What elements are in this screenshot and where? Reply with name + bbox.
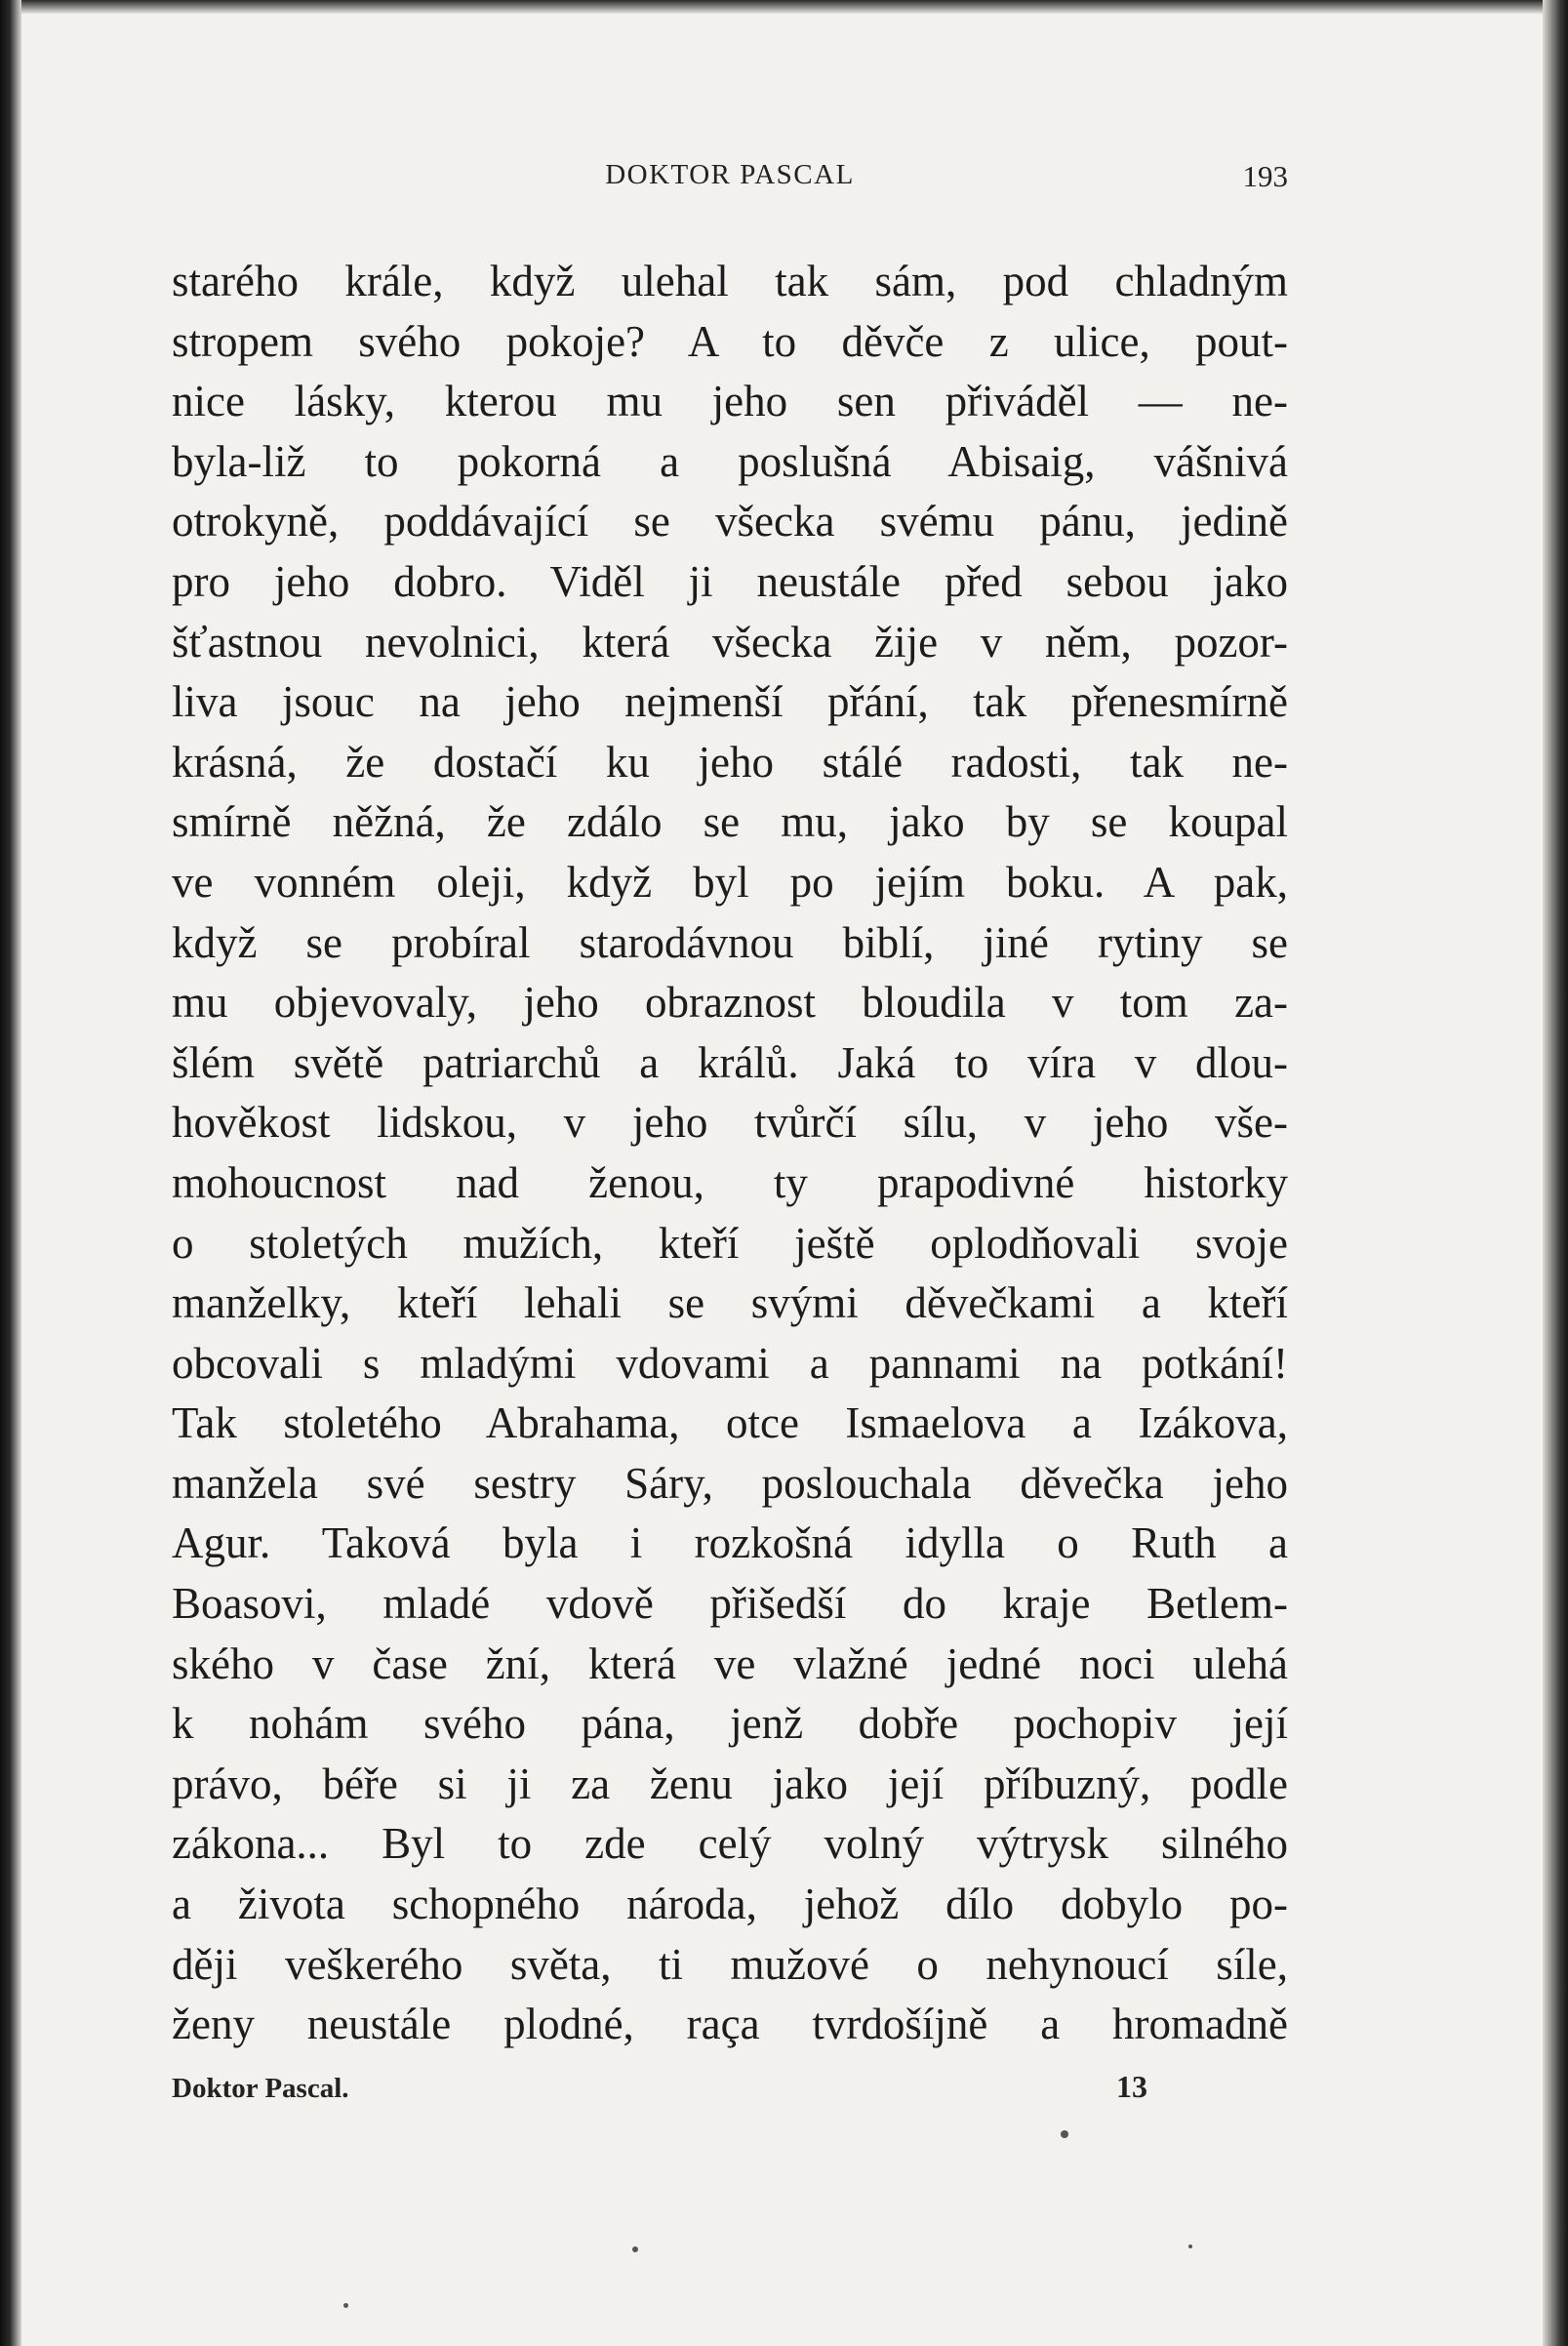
text-line: Boasovi, mladé vdově přišedší do kraje Betlem-: [172, 1579, 1288, 1629]
text-line: o stoletých mužích, kteří ještě oplodňovali svoje: [172, 1218, 1288, 1268]
print-speck: [1188, 2245, 1192, 2248]
text-line: ženy neustále plodné, raça tvrdošíjně a hromadně: [172, 2000, 1288, 2049]
text-line: mohoucnost nad ženou, ty prapodivné historky: [172, 1157, 1288, 1207]
text-line: k nohám svého pána, jenž dobře pochopiv její: [172, 1699, 1288, 1749]
page-right-edge-shadow: [1543, 0, 1568, 2346]
text-line: byla-liž to pokorná a poslušná Abisaig, vášnivá: [172, 436, 1288, 486]
text-line: Tak stoletého Abrahama, otce Ismaelova a Izákova,: [172, 1398, 1288, 1448]
text-line: otrokyně, poddávající se všecka svému pánu, jedině: [172, 497, 1288, 546]
print-speck: [343, 2303, 348, 2308]
page-header: [172, 159, 1288, 198]
signature-mark: 13: [1116, 2069, 1147, 2104]
text-line: nice lásky, kterou mu jeho sen přiváděl — ne-: [172, 377, 1288, 426]
text-line: ději veškerého světa, ti mužové o nehynoucí síle,: [172, 1939, 1288, 1989]
running-title: DOKTOR PASCAL: [605, 159, 855, 190]
page-footer: [172, 2069, 1288, 2108]
text-line: šlém světě patriarchů a králů. Jaká to víra v dlou-: [172, 1037, 1288, 1087]
print-speck: [1061, 2130, 1068, 2138]
text-line: krásná, že dostačí ku jeho stálé radosti, tak ne-: [172, 737, 1288, 787]
text-line: šťastnou nevolnici, která všecka žije v něm, pozor-: [172, 617, 1288, 667]
body-text: [172, 252, 1288, 2055]
print-speck: [632, 2246, 638, 2252]
text-line: starého krále, když ulehal tak sám, pod chladným: [172, 257, 1288, 305]
text-line: liva jsouc na jeho nejmenší přání, tak přenesmírně: [172, 677, 1288, 727]
text-line: manžela své sestry Sáry, poslouchala děvečka jeho: [172, 1458, 1288, 1508]
page-left-binding-shadow: [0, 0, 21, 2346]
text-line: smírně něžná, že zdálo se mu, jako by se koupal: [172, 797, 1288, 847]
text-line: ve vonném oleji, když byl po jejím boku. A pak,: [172, 857, 1288, 907]
text-line: zákona... Byl to zde celý volný výtrysk silného: [172, 1819, 1288, 1869]
text-line: mu objevovaly, jeho obraznost bloudila v tom za-: [172, 978, 1288, 1028]
text-line: manželky, kteří lehali se svými děvečkami a kteří: [172, 1278, 1288, 1328]
footer-book-title: Doktor Pascal.: [172, 2073, 349, 2104]
text-line: stropem svého pokoje? A to děvče z ulice, pout-: [172, 316, 1288, 366]
text-line: ského v čase žní, která ve vlažné jedné noci ulehá: [172, 1638, 1288, 1688]
page-top-shadow: [0, 0, 1568, 14]
page-number: 193: [1242, 159, 1288, 193]
text-line: Agur. Taková byla i rozkošná idylla o Ruth a: [172, 1518, 1288, 1568]
text-line: pro jeho dobro. Viděl ji neustále před sebou jako: [172, 556, 1288, 606]
text-line: hověkost lidskou, v jeho tvůrčí sílu, v jeho vše-: [172, 1098, 1288, 1148]
text-line: a života schopného národa, jehož dílo dobylo po-: [172, 1880, 1288, 1929]
text-line: když se probíral starodávnou biblí, jiné rytiny se: [172, 917, 1288, 967]
text-line: právo, béře si ji za ženu jako její příbuzný, podle: [172, 1759, 1288, 1808]
text-line: obcovali s mladými vdovami a pannami na potkání!: [172, 1338, 1288, 1388]
